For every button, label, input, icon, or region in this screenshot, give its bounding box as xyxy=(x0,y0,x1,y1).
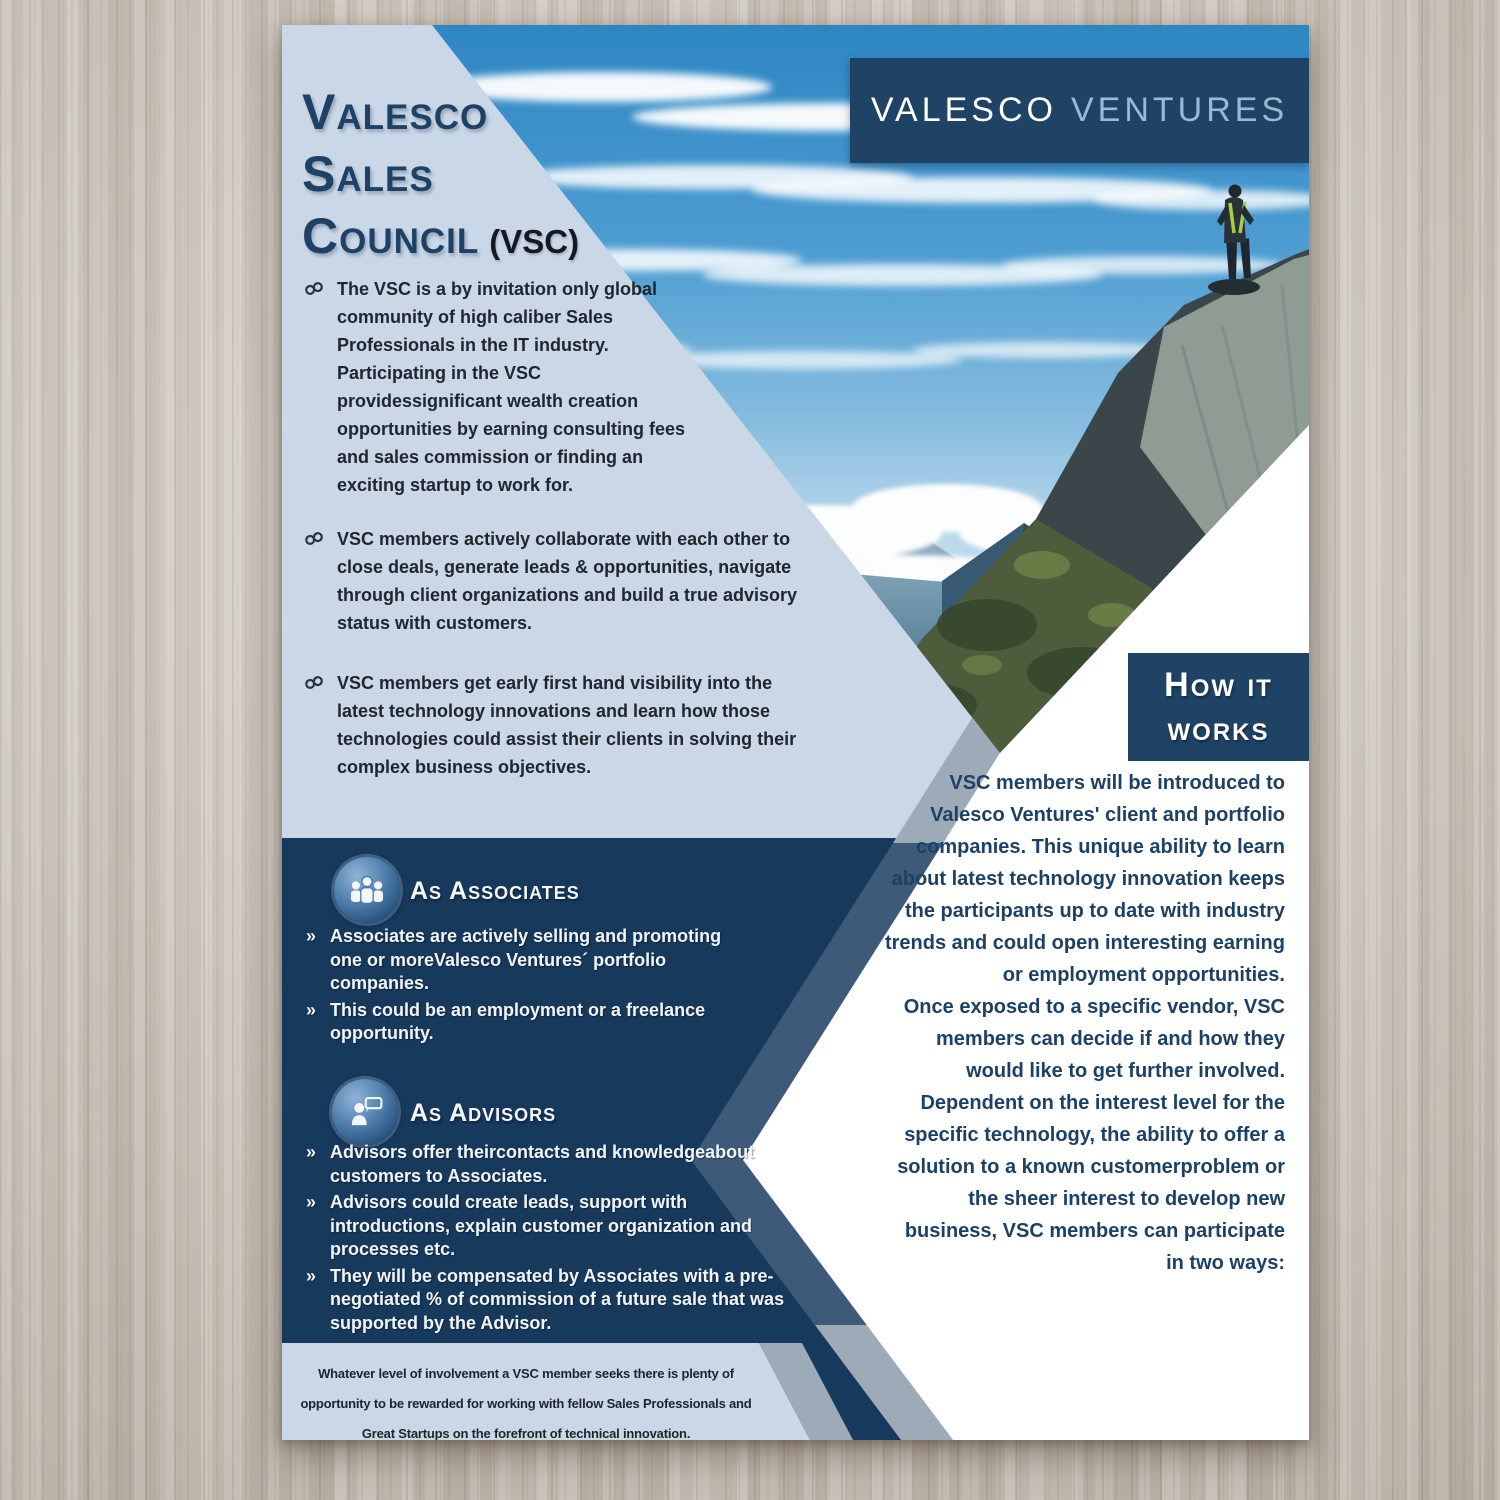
advisors-bullet-text: Advisors could create leads, support with introductions, explain customer organization and processes etc. xyxy=(330,1192,753,1259)
list-item xyxy=(306,999,730,1046)
associates-bullet-text: Associates are actively selling and promoting one or moreValesco Ventures´ portfolio companies. xyxy=(330,926,722,993)
chevron-bullet: » xyxy=(306,999,317,1020)
title-line3 xyxy=(302,205,579,273)
title-suffix: (VSC) xyxy=(489,223,580,260)
title-line1: Valesco xyxy=(302,84,489,140)
link-icon xyxy=(304,280,324,297)
how-line1: How it xyxy=(1164,666,1273,704)
list-item xyxy=(306,925,730,996)
list-item xyxy=(306,1265,810,1336)
title-line3-word: Council xyxy=(302,208,480,264)
advisors-bullet-text: They will be compensated by Associates with a pre-negotiated % of commission of a future sale that was supported by the Advisor. xyxy=(330,1265,785,1333)
flyer-sheet xyxy=(282,25,1309,1440)
how-line2: works xyxy=(1167,710,1270,748)
link-icon xyxy=(304,674,324,691)
person-chat-icon xyxy=(345,1094,385,1130)
footer-note: Whatever level of involvement a VSC member seeks there is plenty of opportunity to be rewarded for working with fellow Sales Professionals and Great Startups on the forefront of technical innovation. xyxy=(300,1366,752,1440)
intro-bullet-text: The VSC is a by invitation only global community of high caliber Sales Professionals in the IT industry. Participating in the VSC providessignificant wealth creation opportunities by earning consulting fees and sales commission or finding an exciting startup to work for. xyxy=(337,279,686,495)
chevron-bullet: » xyxy=(306,926,317,946)
logo-primary: VALESCO xyxy=(870,91,1057,129)
paragraph: VSC members will be introduced to Valesco Ventures' client and portfolio companies. This unique ability to learn about latest technology innovation keeps the participants up to date with industry trends and could open interesting earning or employment opportunities. xyxy=(884,772,1285,986)
advisors-bullet-list xyxy=(306,1141,810,1338)
associates-bullet-text: This could be an employment or a freelance opportunity. xyxy=(330,999,706,1043)
advisors-heading: As Advisors xyxy=(410,1099,557,1127)
list-item xyxy=(304,275,817,499)
list-item xyxy=(306,1141,810,1188)
title-line2: Sales xyxy=(302,146,434,202)
intro-bullet-text: VSC members get early first hand visibility into the latest technology innovations and learn how those technologies could assist their clients in solving their complex business objectives. xyxy=(337,673,797,777)
list-item xyxy=(306,1191,810,1262)
link-icon xyxy=(304,530,324,547)
associates-heading: As Associates xyxy=(410,877,580,905)
how-it-works-heading xyxy=(1128,653,1309,761)
valesco-ventures-logo xyxy=(850,58,1309,163)
people-group-icon xyxy=(347,872,387,908)
page-title xyxy=(302,81,579,273)
how-it-works-body xyxy=(882,767,1285,1279)
associates-bullet-list xyxy=(306,925,730,1049)
chevron-bullet: » xyxy=(306,1142,317,1162)
list-item xyxy=(304,525,817,637)
paragraph: Once exposed to a specific vendor, VSC members can decide if and how they would like to get further involved. Dependent on the interest level for the specific technology, the ability to offer a solution to a known customerproblem or the sheer interest to develop new business, VSC members can participate in two ways: xyxy=(897,996,1285,1274)
chevron-bullet: » xyxy=(306,1265,317,1286)
associates-badge xyxy=(334,857,400,923)
logo-secondary: VENTURES xyxy=(1070,91,1289,129)
advisors-badge xyxy=(332,1079,398,1145)
chevron-bullet: » xyxy=(306,1192,317,1212)
advisors-bullet-text: Advisors offer theircontacts and knowledgeabout customers to Associates. xyxy=(330,1142,755,1186)
intro-bullet-list xyxy=(304,275,817,807)
list-item xyxy=(304,663,817,781)
intro-bullet-text: VSC members actively collaborate with each other to close deals, generate leads & opportunities, navigate through client organizations and build a true advisory status with customers. xyxy=(337,529,798,633)
